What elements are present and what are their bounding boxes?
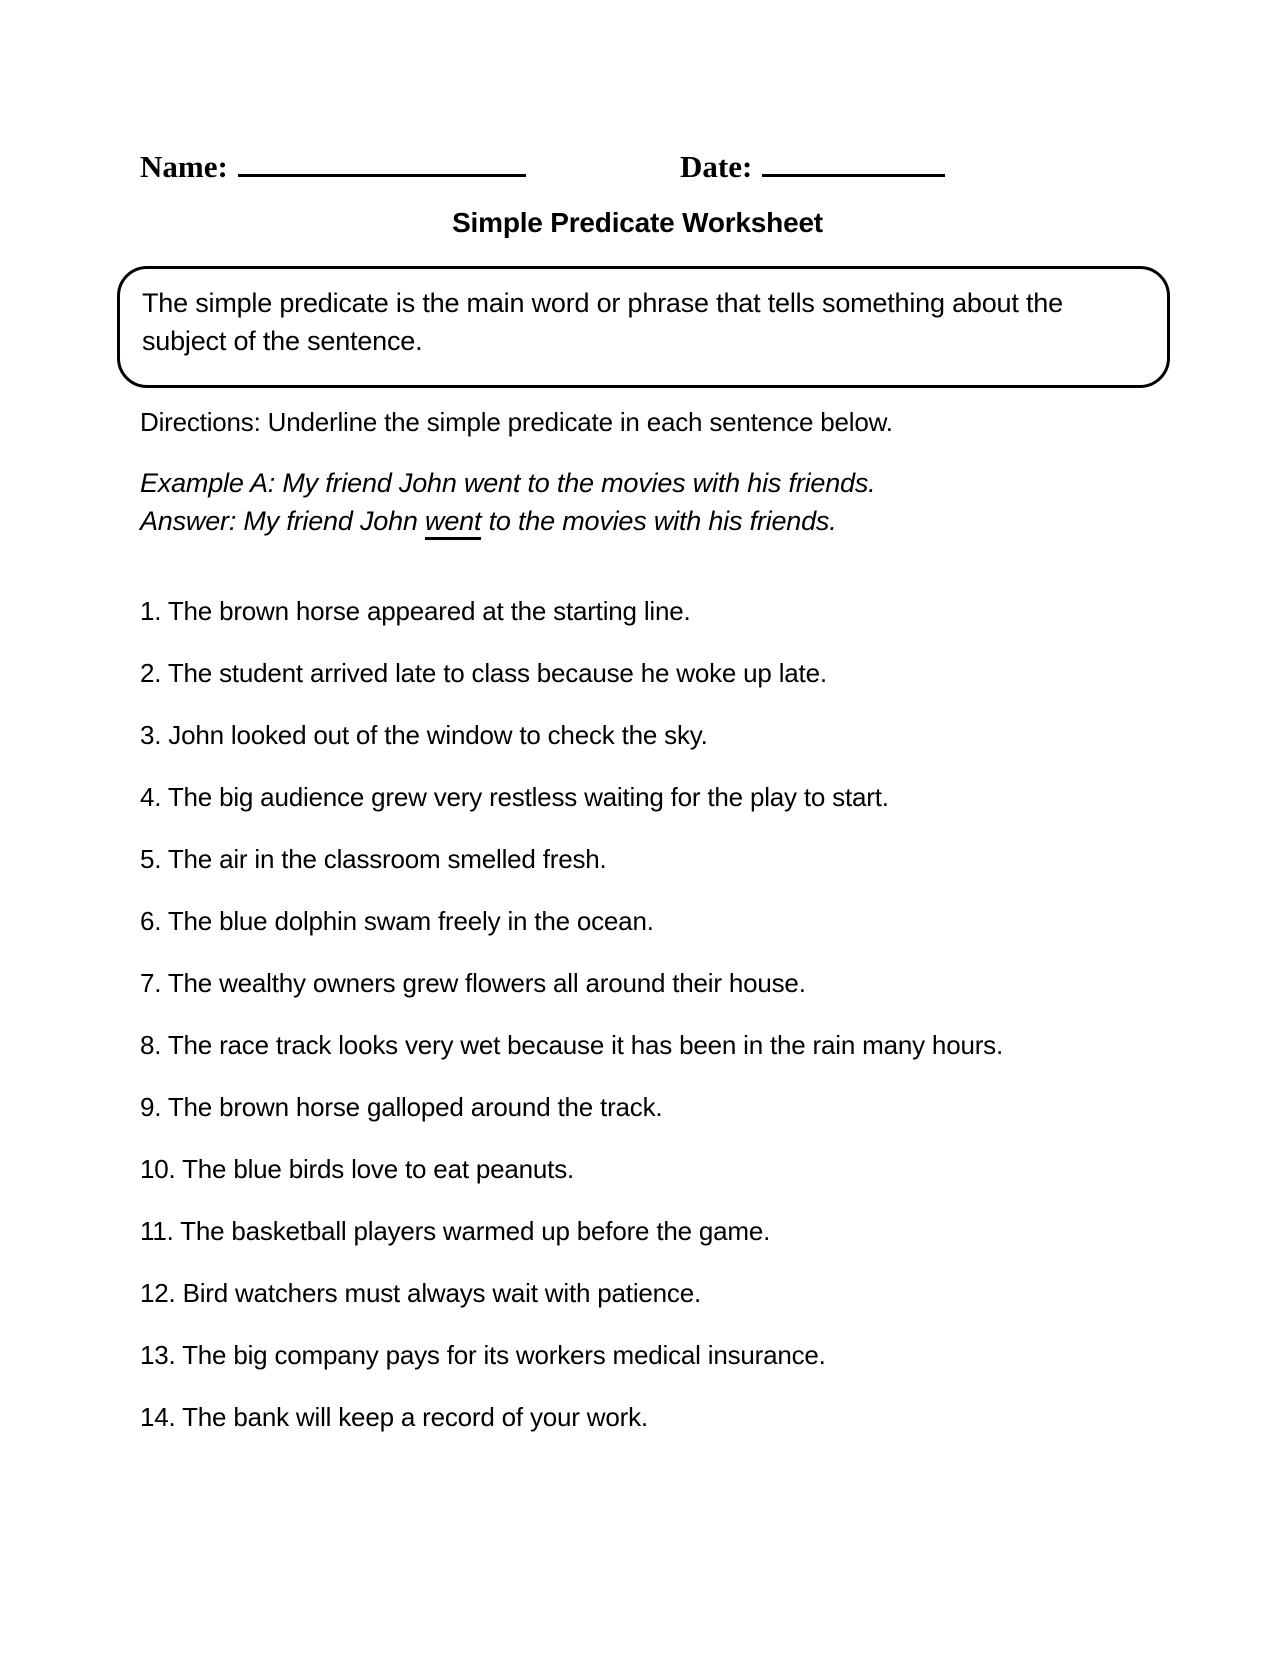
example-line: Example A: My friend John went to the movies with his friends. bbox=[140, 468, 876, 498]
answer-underlined-word: went bbox=[425, 506, 481, 540]
sentence-item: 3. John looked out of the window to check the sky. bbox=[140, 720, 708, 750]
definition-text: The simple predicate is the main word or phrase that tells something about the subject of the sentence. bbox=[142, 288, 1063, 356]
sentence-item: 13. The big company pays for its workers medical insurance. bbox=[140, 1340, 826, 1370]
sentence-item: 6. The blue dolphin swam freely in the ocean. bbox=[140, 906, 654, 936]
name-label: Name: bbox=[140, 149, 228, 184]
name-blank-line bbox=[238, 146, 526, 177]
sentence-item: 10. The blue birds love to eat peanuts. bbox=[140, 1154, 575, 1184]
sentence-item: 9. The brown horse galloped around the track. bbox=[140, 1092, 663, 1122]
name-field bbox=[140, 146, 526, 185]
sentence-item: 5. The air in the classroom smelled fresh. bbox=[140, 844, 607, 874]
sentence-item: 8. The race track looks very wet because it has been in the rain many hours. bbox=[140, 1030, 1003, 1060]
header-row bbox=[0, 146, 1275, 190]
date-blank-line bbox=[762, 146, 945, 177]
sentence-item: 14. The bank will keep a record of your work. bbox=[140, 1402, 648, 1432]
sentence-list bbox=[140, 596, 1003, 1464]
answer-suffix: to the movies with his friends. bbox=[481, 506, 837, 536]
sentence-item: 4. The big audience grew very restless waiting for the play to start. bbox=[140, 782, 889, 812]
answer-prefix: Answer: My friend John bbox=[140, 506, 426, 536]
sentence-item: 1. The brown horse appeared at the starting line. bbox=[140, 596, 691, 626]
sentence-item: 2. The student arrived late to class because he woke up late. bbox=[140, 658, 827, 688]
date-label: Date: bbox=[680, 149, 753, 184]
directions-text: Directions: Underline the simple predicate in each sentence below. bbox=[140, 407, 893, 437]
definition-box bbox=[117, 266, 1170, 388]
date-field bbox=[680, 146, 945, 185]
sentence-item: 12. Bird watchers must always wait with patience. bbox=[140, 1278, 701, 1308]
sentence-item: 7. The wealthy owners grew flowers all around their house. bbox=[140, 968, 806, 998]
sentence-item: 11. The basketball players warmed up before the game. bbox=[140, 1216, 771, 1246]
page-title: Simple Predicate Worksheet bbox=[452, 207, 823, 238]
answer-line bbox=[140, 502, 875, 540]
example-block bbox=[140, 464, 875, 540]
